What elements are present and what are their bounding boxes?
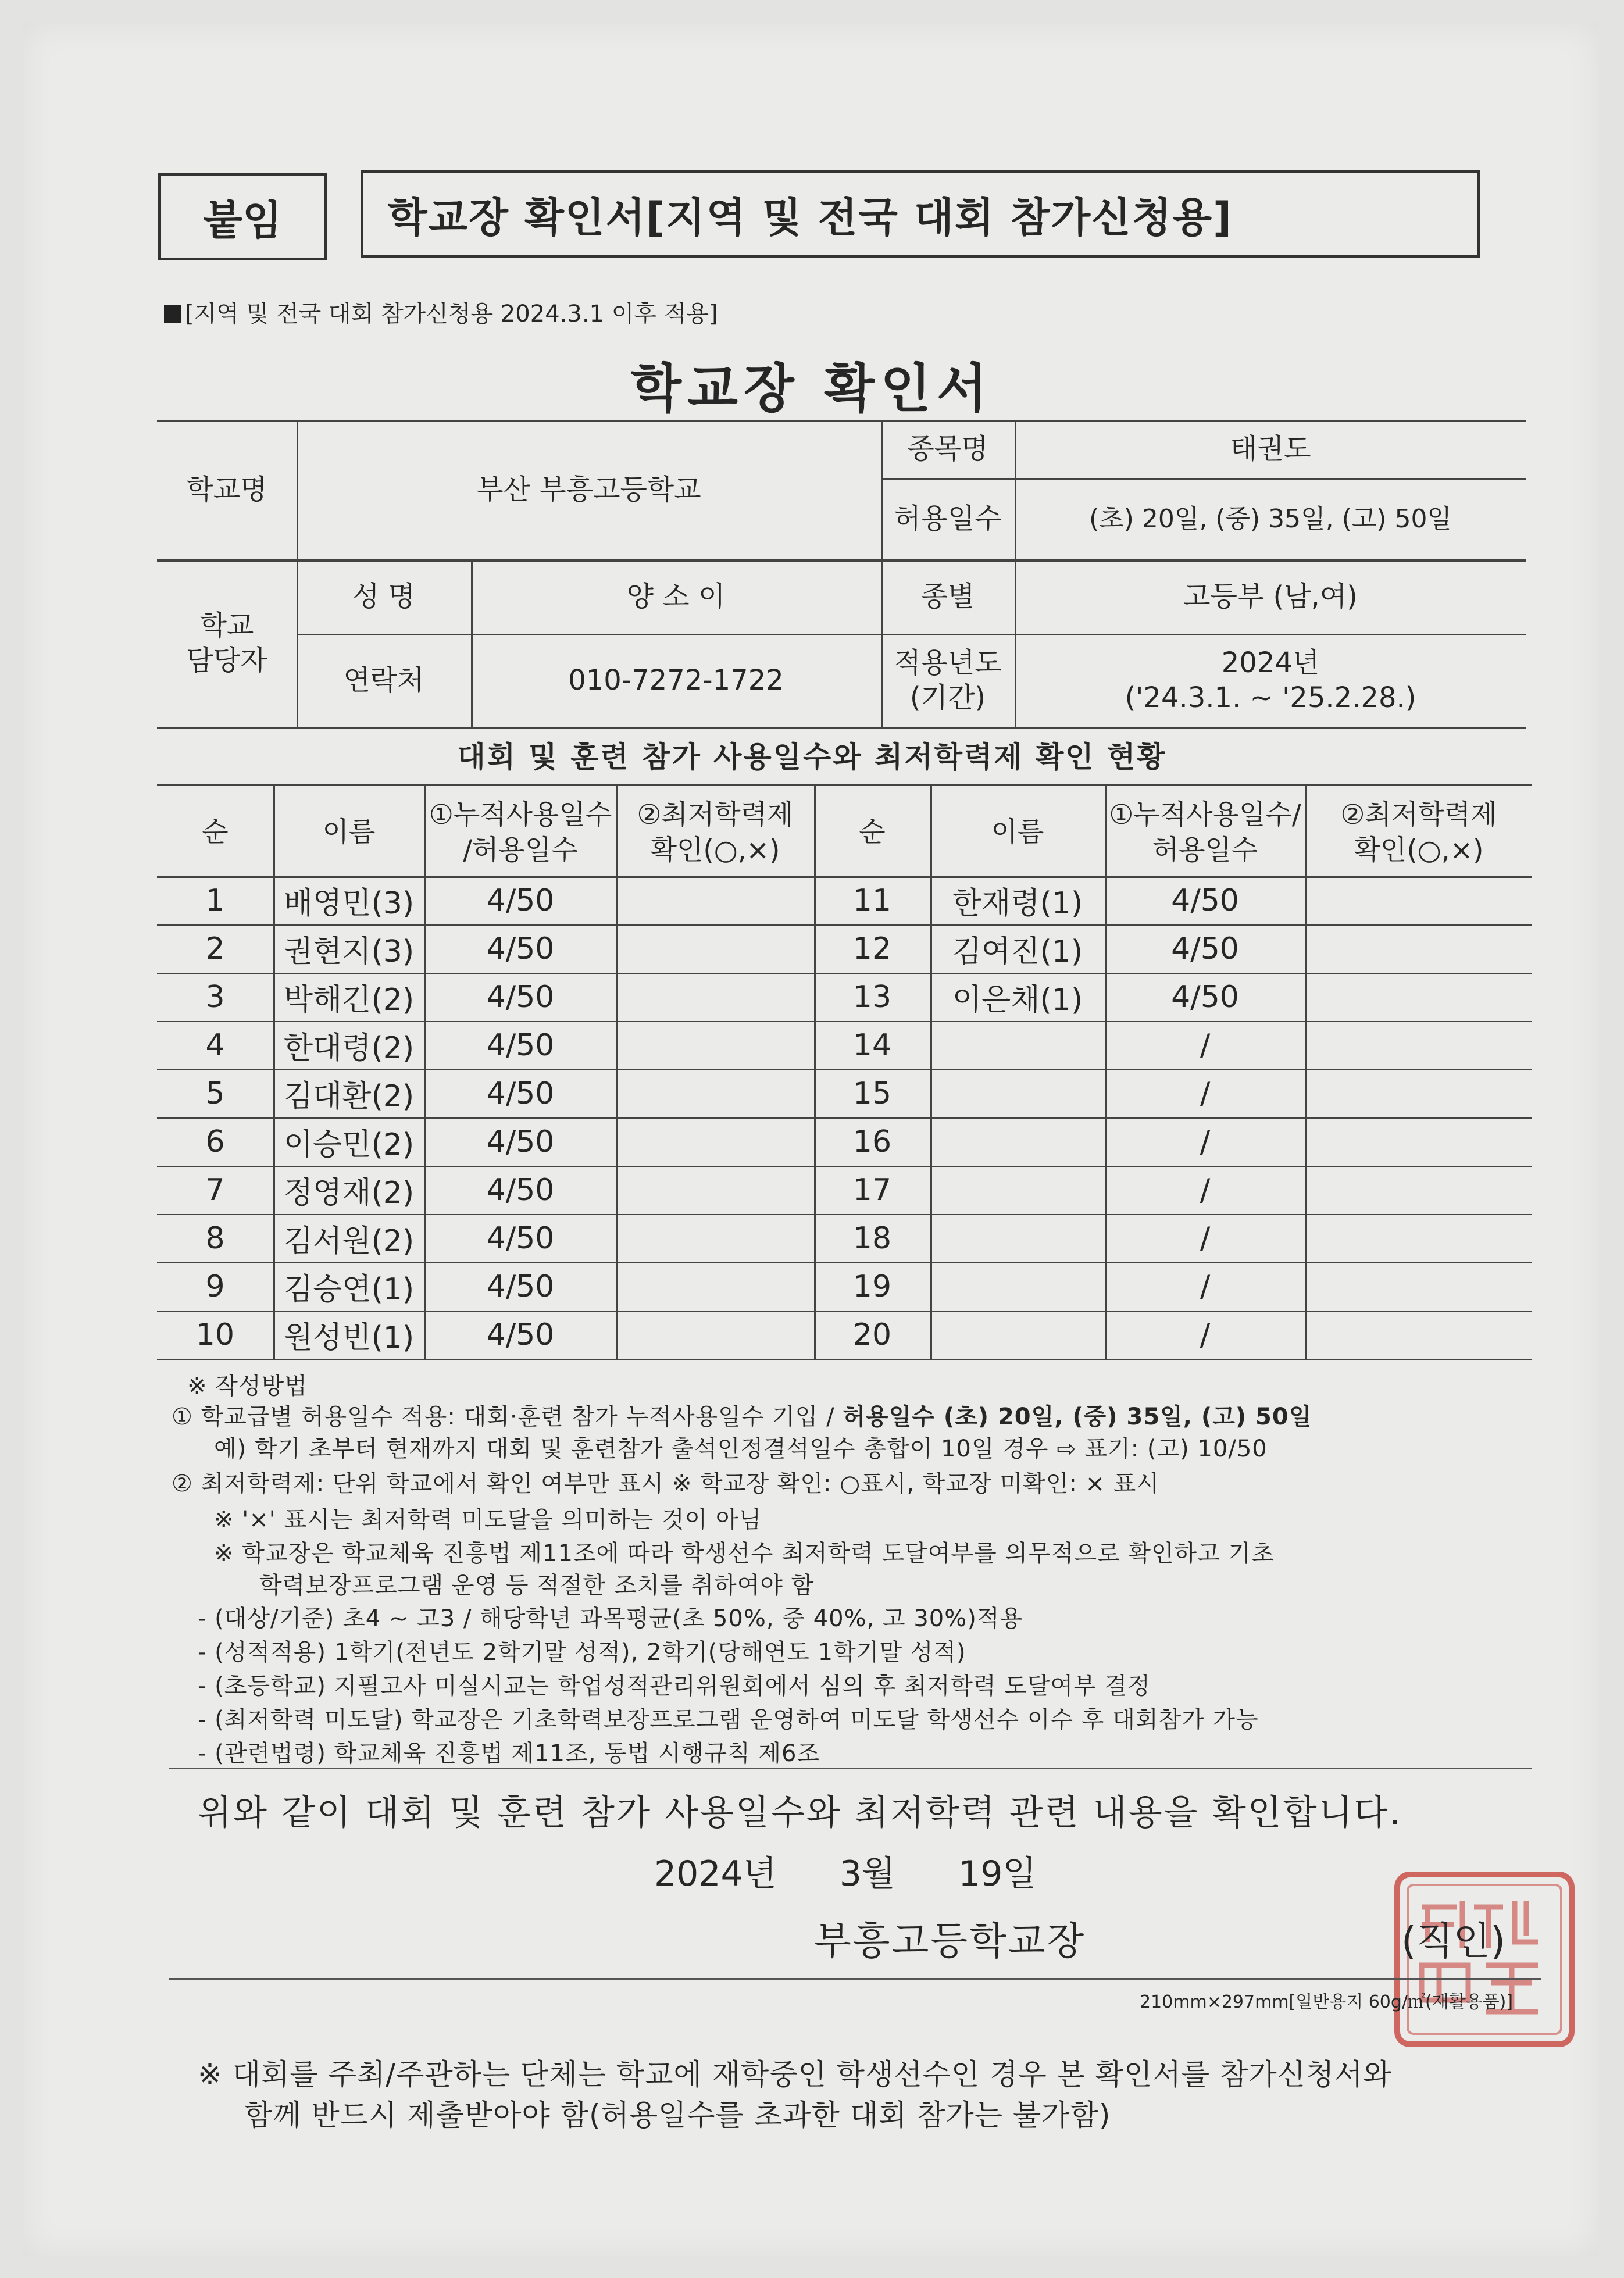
roster-grade-check-cell bbox=[1305, 973, 1532, 1021]
roster-number-cell: 16 bbox=[852, 1124, 892, 1159]
attachment-tag: 붙임 bbox=[158, 173, 327, 260]
confirmation-text: 위와 같이 대회 및 훈련 참가 사용일수와 최저학력 관련 내용을 확인합니다. bbox=[198, 1793, 1402, 1833]
roster-title: 대회 및 훈련 참가 사용일수와 최저학력제 확인 현황 bbox=[457, 740, 1167, 774]
roster-name-cell: 정영재(2) bbox=[283, 1176, 415, 1211]
bottom-note-line2: 함께 반드시 제출받아야 함(허용일수를 초과한 대회 참가는 불가함) bbox=[244, 2098, 1111, 2132]
roster-number-cell: 5 bbox=[205, 1076, 225, 1111]
method-item-2-note1: ※ '×' 표시는 최저학력 미도달을 의미하는 것이 아님 bbox=[214, 1506, 762, 1533]
header-days-right-line2: 허용일수 bbox=[1152, 834, 1258, 866]
roster-name-cell: 원성빈(1) bbox=[283, 1320, 415, 1355]
header-check-right-line2: 확인(○,×) bbox=[1354, 834, 1484, 866]
roster-number-cell: 6 bbox=[205, 1124, 225, 1159]
method-item-1 bbox=[172, 1398, 1312, 1431]
roster-name-cell: 권현지(3) bbox=[283, 934, 415, 969]
contact-value: 010-7272-1722 bbox=[568, 664, 784, 697]
method-dash-5: - (관련법령) 학교체육 진흥법 제11조, 동법 시행규칙 제6조 bbox=[198, 1740, 820, 1767]
roster-days-used-cell: 4/50 bbox=[486, 1076, 555, 1111]
roster-days-used-cell: 4/50 bbox=[486, 883, 555, 918]
roster-number-cell: 15 bbox=[852, 1076, 892, 1111]
header-check-left-line2: 확인(○,×) bbox=[650, 834, 780, 866]
allowed-days-label: 허용일수 bbox=[894, 502, 1002, 535]
roster-number-cell: 2 bbox=[205, 931, 225, 966]
roster-name-cell bbox=[930, 1311, 1105, 1359]
roster-number-cell: 19 bbox=[852, 1269, 892, 1304]
roster-days-used-cell: 4/50 bbox=[486, 1220, 555, 1256]
roster-number-cell: 20 bbox=[852, 1317, 892, 1352]
roster-grade-check-cell bbox=[1305, 1021, 1532, 1069]
roster-grade-check-cell bbox=[616, 1166, 814, 1214]
method-dash-4: - (최저학력 미도달) 학교장은 기초학력보장프로그램 운영하여 미도달 학생선수 이수 후 대회참가 가능 bbox=[198, 1706, 1259, 1733]
roster-table bbox=[157, 789, 1532, 1359]
roster-grade-check-cell bbox=[1305, 1214, 1532, 1262]
applies-note bbox=[164, 295, 718, 329]
header-name-left: 이름 bbox=[322, 816, 376, 849]
method-item-1-emphasis: 허용일수 (초) 20일, (중) 35일, (고) 50일 bbox=[843, 1404, 1312, 1430]
method-dash-2: - (성적적용) 1학기(전년도 2학기말 성적), 2학기(당해연도 1학기말 성적) bbox=[198, 1639, 966, 1666]
divider bbox=[169, 1768, 1532, 1769]
roster-number-cell: 3 bbox=[205, 979, 225, 1015]
roster-days-used-cell: 4/50 bbox=[486, 1269, 555, 1304]
roster-name-cell: 배영민(3) bbox=[283, 886, 415, 921]
document-header-title: 학교장 확인서[지역 및 전국 대회 참가신청용] bbox=[361, 170, 1480, 258]
school-name-value: 부산 부흥고등학교 bbox=[476, 473, 701, 506]
date-year: 2024년 bbox=[654, 1854, 777, 1894]
staff-label-line1: 학교 bbox=[199, 609, 254, 642]
header-check-left bbox=[616, 789, 814, 876]
method-item-2-note2a: ※ 학교장은 학교체육 진흥법 제11조에 따라 학생선수 최저학력 도달여부를 의무적으로 확인하고 기초 bbox=[214, 1540, 1275, 1567]
header-no-left: 순 bbox=[202, 816, 229, 849]
footer-rule bbox=[169, 1978, 1541, 1980]
seal-label: (직인) bbox=[1401, 1919, 1506, 1963]
roster-days-used-cell: / bbox=[1200, 1027, 1211, 1063]
header-no-right: 순 bbox=[859, 816, 886, 849]
roster-name-cell: 박해긴(2) bbox=[283, 983, 415, 1017]
date-day: 19일 bbox=[958, 1854, 1037, 1894]
roster-number-cell: 13 bbox=[852, 979, 892, 1015]
method-heading: ※ 작성방법 bbox=[187, 1373, 308, 1399]
header-days-right bbox=[1105, 789, 1305, 876]
roster-days-used-cell: 4/50 bbox=[486, 1172, 555, 1208]
roster-grade-check-cell bbox=[1305, 1117, 1532, 1166]
header-days-left bbox=[424, 789, 616, 876]
roster-grade-check-cell bbox=[616, 924, 814, 973]
roster-name-cell bbox=[930, 1021, 1105, 1069]
person-name-label: 성 명 bbox=[352, 580, 415, 613]
roster-name-cell: 김여진(1) bbox=[952, 934, 1083, 969]
apply-year-value-line2: ('24.3.1. ~ '25.2.28.) bbox=[1125, 681, 1416, 714]
header-days-left-line2: /허용일수 bbox=[463, 834, 578, 866]
roster-days-used-cell: 4/50 bbox=[486, 979, 555, 1015]
roster-number-cell: 7 bbox=[205, 1172, 225, 1208]
method-item-1-example: 예) 학기 초부터 현재까지 대회 및 훈련참가 출석인정결석일수 총합이 10일 경우 ⇨ 표기: (고) 10/50 bbox=[214, 1436, 1268, 1462]
apply-year-value-line1: 2024년 bbox=[1221, 647, 1320, 679]
applies-note-text: [지역 및 전국 대회 참가신청용 2024.3.1 이후 적용] bbox=[185, 301, 718, 327]
contact-label: 연락처 bbox=[343, 664, 424, 697]
method-item-2-note2b: 학력보장프로그램 운영 등 적절한 조치를 취하여야 함 bbox=[259, 1572, 815, 1599]
roster-number-cell: 1 bbox=[205, 883, 225, 918]
apply-year-label-line2: (기간) bbox=[909, 681, 986, 714]
roster-top-rule bbox=[157, 784, 1532, 786]
roster-grade-check-cell bbox=[1305, 924, 1532, 973]
roster-row-rule bbox=[157, 1359, 1532, 1360]
signature-date bbox=[654, 1846, 1036, 1896]
person-name-value: 양 소 이 bbox=[626, 580, 726, 613]
paper-spec: 210mm×297mm[일반용지 60g/㎡(재활용품)] bbox=[1140, 1992, 1514, 2012]
sport-value: 태권도 bbox=[1230, 433, 1311, 465]
roster-name-cell bbox=[930, 1117, 1105, 1166]
roster-name-cell bbox=[930, 1069, 1105, 1117]
roster-number-cell: 11 bbox=[852, 883, 892, 918]
header-check-right-line1: ②최저학력제 bbox=[1340, 798, 1497, 831]
division-value: 고등부 (남,여) bbox=[1183, 580, 1358, 613]
header-check-right bbox=[1305, 789, 1532, 876]
page-title: 학교장 확인서 bbox=[631, 358, 993, 419]
roster-days-used-cell: / bbox=[1200, 1124, 1211, 1159]
roster-grade-check-cell bbox=[1305, 1166, 1532, 1214]
roster-grade-check-cell bbox=[1305, 876, 1532, 924]
header-days-left-line1: ①누적사용일수 bbox=[429, 798, 612, 831]
info-table bbox=[157, 420, 1526, 727]
roster-name-cell: 한재령(1) bbox=[952, 886, 1083, 921]
roster-name-cell bbox=[930, 1214, 1105, 1262]
roster-name-cell: 한대령(2) bbox=[283, 1031, 415, 1066]
roster-number-cell: 8 bbox=[205, 1220, 225, 1256]
roster-days-used-cell: 4/50 bbox=[486, 1317, 555, 1352]
roster-grade-check-cell bbox=[1305, 1311, 1532, 1359]
roster-number-cell: 14 bbox=[852, 1027, 892, 1063]
roster-grade-check-cell bbox=[616, 1117, 814, 1166]
bottom-note-line1: ※ 대회를 주최/주관하는 단체는 학교에 재학중인 학생선수인 경우 본 확인서를 참가신청서와 bbox=[198, 2058, 1392, 2091]
header-check-left-line1: ②최저학력제 bbox=[637, 798, 794, 831]
principal-name: 부흥고등학교장 bbox=[814, 1919, 1086, 1963]
roster-grade-check-cell bbox=[616, 876, 814, 924]
roster-days-used-cell: 4/50 bbox=[1171, 979, 1239, 1015]
date-month: 3월 bbox=[839, 1854, 895, 1894]
sport-label: 종목명 bbox=[907, 433, 988, 465]
roster-grade-check-cell bbox=[616, 1311, 814, 1359]
school-name-label: 학교명 bbox=[186, 473, 267, 506]
roster-days-used-cell: 4/50 bbox=[486, 1027, 555, 1063]
roster-name-cell: 이은채(1) bbox=[952, 983, 1083, 1017]
roster-grade-check-cell bbox=[616, 1214, 814, 1262]
roster-days-used-cell: 4/50 bbox=[486, 931, 555, 966]
apply-year-label bbox=[881, 634, 1015, 727]
roster-number-cell: 18 bbox=[852, 1220, 892, 1256]
roster-name-cell bbox=[930, 1262, 1105, 1311]
roster-days-used-cell: / bbox=[1200, 1220, 1211, 1256]
roster-number-cell: 4 bbox=[205, 1027, 225, 1063]
roster-days-used-cell: 4/50 bbox=[1171, 883, 1239, 918]
apply-year-value bbox=[1015, 634, 1526, 727]
method-dash-3: - (초등학교) 지필고사 미실시교는 학업성적관리위원회에서 심의 후 최저학력 도달여부 결정 bbox=[198, 1673, 1151, 1699]
roster-grade-check-cell bbox=[1305, 1069, 1532, 1117]
roster-name-cell: 김승연(1) bbox=[283, 1272, 415, 1307]
division-label: 종별 bbox=[920, 580, 975, 613]
roster-days-used-cell: / bbox=[1200, 1172, 1211, 1208]
roster-days-used-cell: 4/50 bbox=[1171, 931, 1239, 966]
roster-name-cell: 김대환(2) bbox=[283, 1079, 415, 1114]
square-bullet-icon bbox=[164, 305, 181, 323]
roster-days-used-cell: / bbox=[1200, 1076, 1211, 1111]
header-name-right: 이름 bbox=[991, 816, 1044, 849]
roster-number-cell: 9 bbox=[205, 1269, 225, 1304]
roster-grade-check-cell bbox=[1305, 1262, 1532, 1311]
roster-name-cell: 이승민(2) bbox=[283, 1127, 415, 1162]
header-days-right-line1: ①누적사용일수/ bbox=[1109, 798, 1301, 831]
apply-year-label-line1: 적용년도 bbox=[894, 647, 1002, 679]
method-item-1-text: ① 학교급별 허용일수 적용: 대회·훈련 참가 누적사용일수 기입 / bbox=[172, 1404, 843, 1430]
roster-grade-check-cell bbox=[616, 1021, 814, 1069]
roster-number-cell: 17 bbox=[852, 1172, 892, 1208]
roster-name-cell: 김서원(2) bbox=[283, 1224, 415, 1259]
roster-grade-check-cell bbox=[616, 1069, 814, 1117]
roster-number-cell: 12 bbox=[852, 931, 892, 966]
allowed-days-value: (초) 20일, (중) 35일, (고) 50일 bbox=[1089, 504, 1452, 534]
roster-name-cell bbox=[930, 1166, 1105, 1214]
roster-days-used-cell: 4/50 bbox=[486, 1124, 555, 1159]
roster-days-used-cell: / bbox=[1200, 1269, 1211, 1304]
roster-grade-check-cell bbox=[616, 973, 814, 1021]
method-dash-1: - (대상/기준) 초4 ~ 고3 / 해당학년 과목평균(초 50%, 중 40%, 고 30%)적용 bbox=[198, 1605, 1023, 1632]
staff-label-line2: 담당자 bbox=[186, 644, 267, 677]
staff-label bbox=[157, 559, 297, 727]
roster-number-cell: 10 bbox=[195, 1317, 235, 1352]
method-item-2: ② 최저학력제: 단위 학교에서 확인 여부만 표시 ※ 학교장 확인: ○표시, 학교장 미확인: × 표시 bbox=[172, 1470, 1160, 1497]
roster-grade-check-cell bbox=[616, 1262, 814, 1311]
roster-days-used-cell: / bbox=[1200, 1317, 1211, 1352]
